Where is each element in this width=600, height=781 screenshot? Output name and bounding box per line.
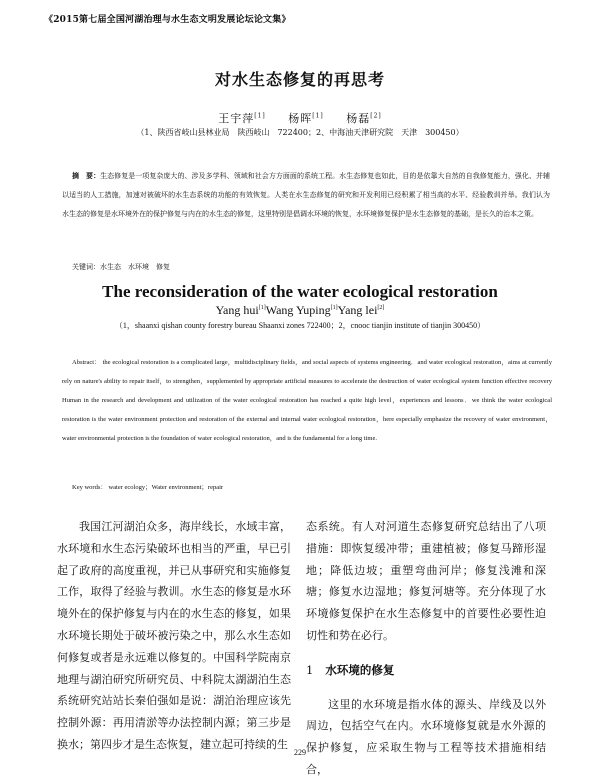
body-paragraph: 这里的水环境是指水体的源头、岸线及以外周边，包括空气在内。水环境修复就是水外源的保护修复，应采取生物与工程等技术措施相结合， [306, 697, 546, 776]
body-column-right [306, 516, 546, 781]
author-affil-ref: [1] [312, 112, 324, 120]
abstract-text-en: the ecological restoration is a complicated large，multidisciplinary fields，and social aspects of systems engineering．and water ecological restoration，aims at currently rely on nature's ability to repair itself，to strengthen，supplemented by appropriate artificial measures to accelerate the destruction of water ecological system function effective recovery Human in the research and development and utilization of the water ecological restoration has reached a quite high level，experiences and lessons．we think the water ecological restoration is the water environment protection and restoration of the external and internal water ecological restoration，here especially emphasize the recovery of water environment，water environmental protection is the foundation of water ecological restoration，and is the fundamental for a long time. [62, 359, 552, 442]
keywords-label-cn: 关键词： [72, 263, 100, 271]
author-list-en [0, 303, 600, 318]
author-list-cn [0, 110, 600, 126]
author-affil-ref: [1] [254, 112, 266, 120]
abstract-cn [62, 166, 550, 224]
abstract-en [62, 353, 552, 448]
body-column-left [57, 516, 291, 756]
keywords-cn [72, 262, 170, 272]
paper-title-en: The reconsideration of the water ecological restoration [102, 282, 498, 301]
keywords-text-en: water ecology；Water environment；repair [108, 484, 224, 491]
section-title: 水环境的修复 [325, 662, 395, 677]
body-paragraph: 态系统。有人对河道生态修复研究总结出了八项措施：即恢复缓冲带；重建植被；修复马蹄形湿地；降低边坡；重塑弯曲河岸；修复浅滩和深塘；修复水边湿地；修复河塘等。充分体现了水环境修复保护在水生态修复中的首要性必要性迫切性和势在必行。 [306, 520, 546, 642]
section-heading [306, 660, 546, 682]
author-name: 杨磊 [346, 112, 371, 125]
affiliation-en: （1，shaanxi qishan county forestry bureau Shaanxi zones 722400；2，cnooc tianjin institute of tianjin 300450） [114, 321, 486, 330]
abstract-text-cn: 生态修复是一项复杂庞大的、涉及多学科、领域和社会方方面面的系统工程。水生态修复也如此，目的是依靠大自然的自我修复能力，强化、并辅以适当的人工措施，加速对被破坏的水生态系统的功能的有效恢复。人类在水生态修复的研究和开发利用已经积累了相当高的水平、经验教训并举。我们认为水生态的修复是水环境外在的保护修复与内在的水生态的修复，这里特别是倡调水环境的恢复，水环境修复保护是水生态修复的基础，是长久的治本之策。 [62, 172, 551, 218]
keywords-text-cn: 水生态 水环境 修复 [100, 263, 170, 271]
author-name: Wang Yuping [265, 303, 331, 317]
keywords-label-en: Key words： [72, 484, 107, 491]
section-number: 1 [306, 662, 314, 677]
keywords-en [72, 482, 223, 491]
page-number: 229 [294, 748, 306, 757]
affiliation-cn: （1、陕西省岐山县林业局 陕西岐山 722400；2、中海油天津研究院 天津 300450） [136, 128, 464, 137]
author-name: 王宇萍 [218, 112, 255, 125]
author-affil-ref: [1] [258, 305, 266, 311]
author-affil-ref: [2] [370, 112, 382, 120]
author-name: 杨晖 [288, 112, 313, 125]
author-affil-ref: [2] [377, 305, 385, 311]
paper-title-cn: 对水生态修复的再思考 [214, 70, 385, 89]
body-paragraph: 我国江河湖泊众多，海岸线长，水域丰富，水环境和水生态污染破坏也相当的严重，早已引起了政府的高度重视，并已从事研究和实施修复工作，取得了经验与教训。水生态的修复是水环境外在的保护修复与内在的水生态的修复，如果水环境长期处于破坏被污染之中，那么水生态如何修复或者是永远难以修复的。中国科学院南京地理与湖泊研究所研究员、中科院太湖湖泊生态系统研究站站长秦伯强如是说：湖泊治理应该先控制外源：再用清淤等办法控制内源；第三步是换水；第四步才是生态恢复，建立起可持续的生 [57, 520, 291, 751]
abstract-label-cn: 摘 要： [72, 171, 101, 180]
author-affil-ref: [1] [330, 305, 338, 311]
abstract-label-en: Abstract： [72, 359, 101, 366]
author-name: Yang hui [215, 303, 259, 317]
running-header: 《2015第七届全国河湖治理与水生态文明发展论坛论文集》 [44, 15, 291, 25]
author-name: Yang lei [337, 303, 378, 317]
